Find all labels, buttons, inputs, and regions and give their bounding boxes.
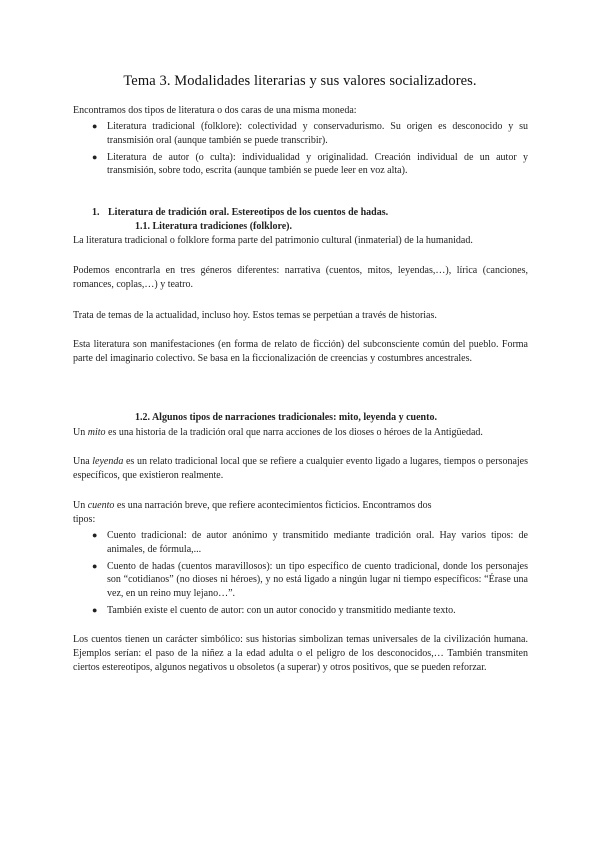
paragraph: Esta literatura son manifestaciones (en forma de relato de ficción) del subconsciente común del pueblo. Forma parte del imaginario colectivo. Se basa en la ficcionalización de creencias y costumbres ancestrales. — [73, 339, 528, 364]
cuento-paragraph: Un cuento es una narración breve, que refiere acontecimientos ficticios. Encontramos dos tipos: — [73, 500, 432, 525]
list-item: ● Cuento de hadas (cuentos maravillosos): un tipo específico de cuento tradicional, donde los personajes son “cotidianos” (no dioses ni héroes), y no está ligado a ningún lugar ni tiempo específicos: “Érase una vez, en un reino muy lejano…”. — [92, 560, 528, 600]
term-leyenda: leyenda — [92, 456, 124, 467]
list-item: ● Literatura tradicional (folklore): colectividad y conservadurismo. Su origen es desconocido y su transmisión oral (aunque también se puede transcribir). — [92, 121, 528, 146]
bullet-icon: ● — [92, 121, 98, 131]
closing-paragraph: Los cuentos tienen un carácter simbólico: sus historias simbolizan temas universales de la civilización humana. Ejemplos serían: el paso de la niñez a la edad adulta o el peligro de los desconocidos,… También transmiten ciertos estereotipos, algunos negativos u obsoletos (a superar) y otros positivos, que se pueden reforzar. — [73, 634, 528, 673]
bullet-icon: ● — [92, 604, 98, 615]
section-1-heading: 1. Literatura de tradición oral. Estereotipos de los cuentos de hadas. — [92, 207, 389, 218]
bullet-icon: ● — [92, 560, 98, 571]
paragraph: Trata de temas de la actualidad, incluso hoy. Estos temas se perpetúan a través de historias. — [73, 310, 437, 321]
mito-paragraph: Un mito es una historia de la tradición oral que narra acciones de los dioses o héroes de la Antigüedad. — [73, 427, 483, 438]
intro-paragraph: Encontramos dos tipos de literatura o dos caras de una misma moneda: — [73, 105, 357, 116]
list-item: ● Cuento tradicional: de autor anónimo y transmitido mediante tradición oral. Hay varios tipos: de animales, de fórmula,... — [92, 530, 528, 555]
section-1-2-heading: 1.2. Algunos tipos de narraciones tradicionales: mito, leyenda y cuento. — [135, 412, 437, 423]
bullet-icon: ● — [92, 151, 98, 162]
paragraph: Podemos encontrarla en tres géneros diferentes: narrativa (cuentos, mitos, leyendas,…), lírica (canciones, romances, coplas,…) y teatro. — [73, 265, 528, 290]
section-1-1-heading: 1.1. Literatura tradiciones (folklore). — [135, 221, 293, 232]
paragraph: La literatura tradicional o folklore forma parte del patrimonio cultural (inmaterial) de la humanidad. — [73, 235, 473, 246]
term-cuento: cuento — [87, 500, 115, 511]
leyenda-paragraph: Una leyenda es un relato tradicional local que se refiere a cualquier evento ligado a lugares, tiempos o personajes específicos, que existieron realmente. — [73, 456, 528, 481]
bullet-icon: ● — [92, 530, 98, 540]
cuento-types-list — [92, 529, 528, 621]
term-mito: mito — [87, 427, 106, 438]
list-item: ● También existe el cuento de autor: con un autor conocido y transmitido mediante texto. — [92, 604, 456, 616]
intro-bullet-list — [92, 120, 528, 181]
list-item: ● Literatura de autor (o culta): individualidad y originalidad. Creación individual de un autor y transmisión, sobre todo, escrita (aunque también se puede leer en voz alta). — [92, 151, 528, 177]
page-title: Tema 3. Modalidades literarias y sus valores socializadores. — [123, 73, 477, 89]
